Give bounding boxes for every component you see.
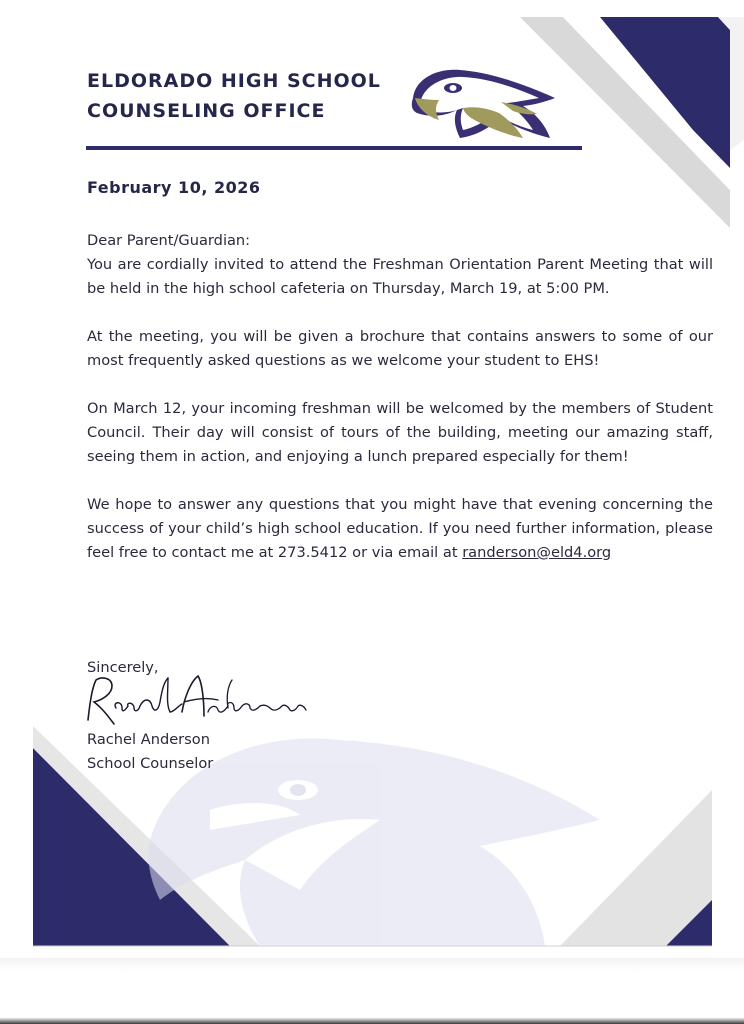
paragraph-contact [87,493,713,565]
contact-text: We hope to answer any questions that you might have that evening concerning the success of your child’s high school education. If you need further information, please feel free to contact me at 273.5412 or via email at [87,496,713,561]
letter-body [87,229,713,565]
email-link[interactable]: randerson@eld4.org [462,544,612,561]
signer-name: Rachel Anderson [87,731,210,748]
salutation: Dear Parent/Guardian: [87,232,251,249]
school-name: ELDORADO HIGH SCHOOL [87,70,381,92]
school-heading [87,66,417,126]
handwritten-signature [78,672,318,734]
eagle-head-icon [405,58,570,144]
paragraph-invitation: You are cordially invited to attend the Freshman Orientation Parent Meeting that will be held in the high school cafeteria on Thursday, March 19, at 5:00 PM. [87,256,713,297]
header-divider [86,146,582,150]
office-name: COUNSELING OFFICE [87,100,326,122]
signer-title: School Counselor [87,755,214,772]
closing: Sincerely, [87,659,159,676]
letter-date: February 10, 2026 [87,178,261,197]
signer-block [87,728,213,776]
scan-bottom-edge [0,958,744,1024]
paragraph-student-day: On March 12, your incoming freshman will be welcomed by the members of Student Council. Their day will consist of tours of the building, meeting our amazing staff, seeing them in action, and enjoying a lunch prepared especially for them! [87,400,713,465]
paragraph-brochure: At the meeting, you will be given a brochure that contains answers to some of our most frequently asked questions as we welcome your student to EHS! [87,328,713,369]
